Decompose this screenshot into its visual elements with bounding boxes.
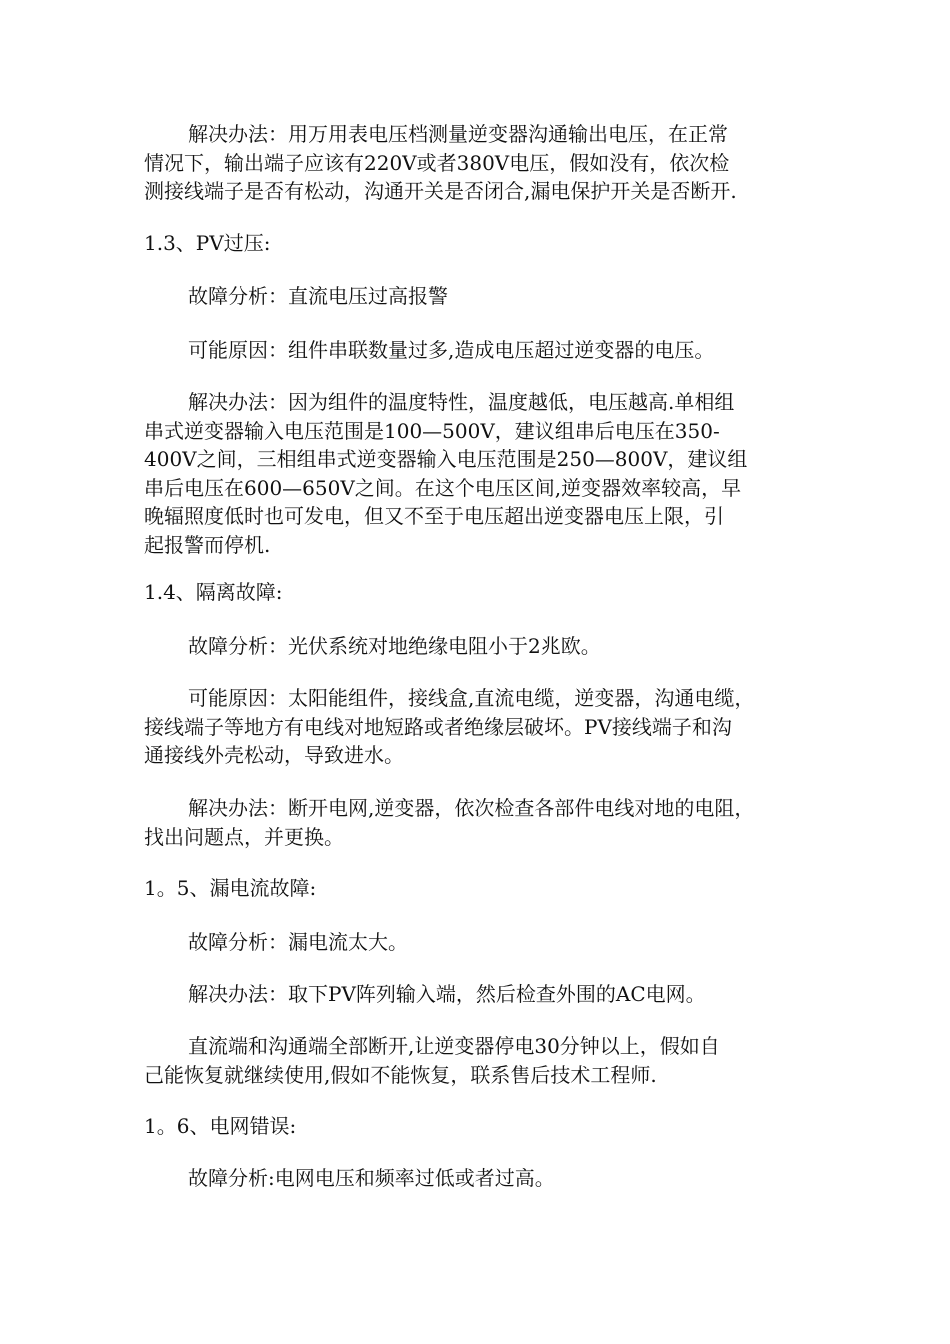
text-line: 找出问题点，并更换。 [144,824,344,849]
text-line: 解决办法：用万用表电压档测量逆变器沟通输出电压，在正常 [188,122,728,146]
text-line: 通接线外壳松动，导致进水。 [144,743,404,767]
text-line: 情况下，输出端子应该有220V或者380V电压，假如没有，依次检 [144,150,730,175]
text-line: 可能原因：太阳能组件，接线盒,直流电缆，逆变器，沟通电缆， [188,686,755,710]
text-line: 测接线端子是否有松动，沟通开关是否闭合,漏电保护开关是否断开. [144,179,737,203]
paragraph-fault-analysis [144,928,408,957]
text-line: 故障分析:电网电压和频率过低或者过高。 [188,1166,555,1190]
text-line: 串后电压在600—650V之间。在这个电压区间,逆变器效率较高，早 [144,475,742,500]
paragraph-possible-cause [144,684,754,770]
paragraph-solution-check-ac-grid [144,980,706,1009]
text-line: 故障分析：漏电流太大。 [188,930,408,954]
text-line: 可能原因：组件串联数量过多,造成电压超过逆变器的电压。 [188,338,715,362]
text-line: 故障分析：光伏系统对地绝缘电阻小于2兆欧。 [188,634,601,658]
text-line: 解决办法：取下PV阵列输入端，然后检查外围的AC电网。 [188,982,706,1006]
section-heading-leakage-current: 1。5、漏电流故障: [144,876,317,900]
paragraph-fault-analysis [144,632,601,661]
text-line: 串式逆变器输入电压范围是100—500V，建议组串后电压在350- [144,418,720,443]
text-line: 故障分析：直流电压过高报警 [188,284,448,308]
section-heading-isolation-fault: 1.4、隔离故障: [144,580,283,604]
section-heading-pv-overvoltage: 1.3、PV过压: [144,231,271,255]
text-line: 解决办法：因为组件的温度特性，温度越低，电压越高.单相组 [188,390,735,414]
paragraph-solution-check-resistance [144,794,754,851]
paragraph-solution-output-voltage [144,120,737,206]
text-line: 接线端子等地方有电线对地短路或者绝缘层破坏。PV接线端子和沟 [144,714,732,739]
paragraph-possible-cause [144,336,714,365]
text-line: 解决办法：断开电网,逆变器，依次检查各部件电线对地的电阻， [188,796,755,820]
text-line: 起报警而停机. [144,532,271,557]
paragraph-fault-analysis [144,1164,555,1193]
section-heading-grid-error: 1。6、电网错误: [144,1114,297,1138]
text-line: 晚辐照度低时也可发电，但又不至于电压超出逆变器电压上限，引 [144,504,724,528]
text-line: 400V之间，三相组串式逆变器输入电压范围是250—800V，建议组 [144,447,748,471]
paragraph-fault-analysis [144,282,448,311]
paragraph-solution-temperature [144,388,747,559]
text-line: 直流端和沟通端全部断开,让逆变器停电30分钟以上，假如自 [188,1034,720,1058]
text-line: 己能恢复就继续使用,假如不能恢复，联系售后技术工程师. [144,1062,657,1087]
paragraph-disconnect-restart [144,1032,720,1089]
